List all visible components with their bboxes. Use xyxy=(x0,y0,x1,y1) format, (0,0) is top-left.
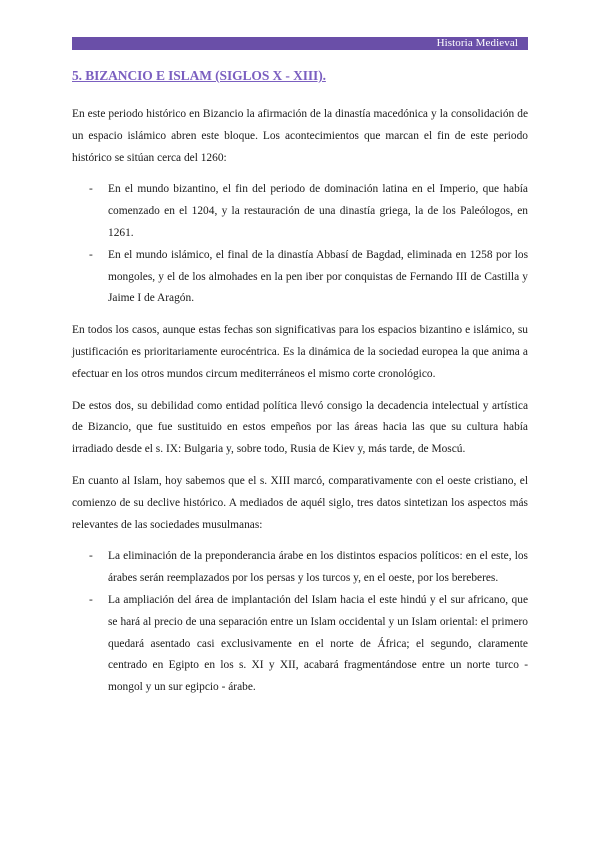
list-item xyxy=(72,546,528,590)
dash-marker: - xyxy=(89,248,93,261)
dash-marker: - xyxy=(89,593,93,606)
islam-paragraph: En cuanto al Islam, hoy sabemos que el s. XIII marcó, comparativamente con el oeste cristiano, el comienzo de su declive histórico. A mediados de aquél siglo, tres datos sintetizan los aspectos más relevantes de las sociedades musulmanas: xyxy=(72,474,528,531)
dash-marker: - xyxy=(89,550,93,563)
list-item-text: En el mundo bizantino, el fin del periodo de dominación latina en el Imperio, que había comenzado en el 1204, y la restauración de una dinastía griega, la de los Paleólogos, en 1261. xyxy=(108,183,528,239)
events-list xyxy=(72,179,528,310)
document-body xyxy=(72,66,528,709)
list-item xyxy=(72,179,528,244)
dash-marker: - xyxy=(89,183,93,196)
list-item xyxy=(72,245,528,310)
byzantium-paragraph: De estos dos, su debilidad como entidad política llevó consigo la decadencia intelectual y artística de Bizancio, que fue sustituido en estos empeños por las áreas hacia las que su cultura había irradiado desde el s. IX: Bulgaria y, sobre todo, Rusia de Kiev y, más tarde, de Moscú. xyxy=(72,399,528,456)
section-title: 5. BIZANCIO E ISLAM (SIGLOS X - XIII). xyxy=(72,68,326,83)
list-item xyxy=(72,590,528,699)
intro-paragraph: En este periodo histórico en Bizancio la afirmación de la dinastía macedónica y la consolidación de un espacio islámico abren este bloque. Los acontecimientos que marcan el fin de este periodo histórico se sitúan cerca del 1260: xyxy=(72,108,528,164)
eurocentric-paragraph: En todos los casos, aunque estas fechas son significativas para los espacios bizantino e islámico, su justificación es prioritariamente eurocéntrica. Es la dinámica de la sociedad europea la que anima a efectuar en los otros mundos circum mediterráneos el mismo corte cronológico. xyxy=(72,324,528,380)
islam-facts-list xyxy=(72,546,528,699)
header-bar xyxy=(72,37,528,50)
list-item-text: En el mundo islámico, el final de la dinastía Abbasí de Bagdad, eliminada en 1258 por los mongoles, y el de los almohades en la pen iber por conquistas de Fernando III de Castilla y Jaime I de Aragón. xyxy=(108,248,528,305)
list-item-text: La eliminación de la preponderancia árabe en los distintos espacios políticos: en el este, los árabes serán reemplazados por los persas y los turcos y, en el oeste, por los bereberes. xyxy=(108,550,528,585)
header-title: Historia Medieval xyxy=(436,37,518,49)
list-item-text: La ampliación del área de implantación del Islam hacia el este hindú y el sur africano, que se hará al precio de una separación entre un Islam occidental y un Islam oriental: el primero quedará asentado casi exclusivamente en el norte de África; el segundo, claramente centrado en Egipto en los s. XI y XII, acabará fragmentándose entre un norte turco - mongol y un sur egipcio - árabe. xyxy=(108,593,528,694)
